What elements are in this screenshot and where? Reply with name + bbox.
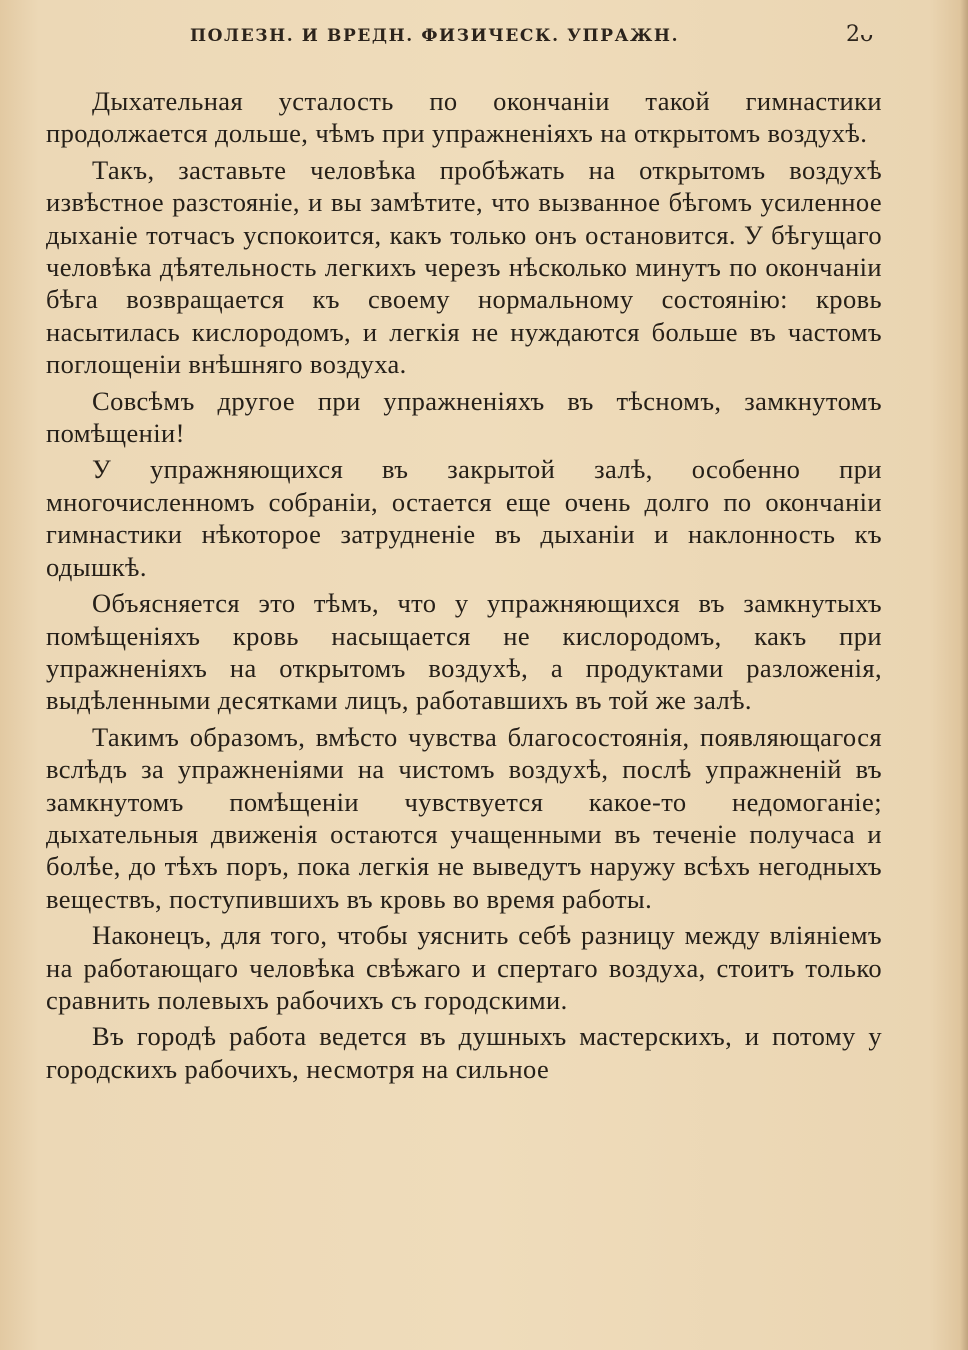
- paragraph: У упражняющихся въ закрытой залѣ, особенно при многочисленномъ собраніи, остается еще очень долго по окончаніи гимнастики нѣкоторое затрудненіе въ дыханіи и наклонность къ одышкѣ.: [46, 454, 882, 582]
- page-number: 2ᴗ: [846, 22, 874, 47]
- paragraph: Наконецъ, для того, чтобы уяснить себѣ разницу между вліяніемъ на работающаго человѣка свѣжаго и спертаго воздуха, стоитъ только сравнить полевыхъ рабочихъ съ городскими.: [46, 920, 882, 1015]
- paragraph: Объясняется это тѣмъ, что у упражняющихся въ замкнутыхъ помѣщеніяхъ кровь насыщается не кислородомъ, какъ при упражненіяхъ на открытомъ воздухѣ, а продуктами разложенія, выдѣленными десятками лицъ, работавшихъ въ той же залѣ.: [46, 588, 882, 716]
- paragraph: Такъ, заставьте человѣка пробѣжать на открытомъ воздухѣ извѣстное разстояніе, и вы замѣтите, что вызванное бѣгомъ усиленное дыханіе тотчасъ успокоится, какъ только онъ остановится. У бѣгущаго человѣка дѣятельность легкихъ черезъ нѣсколько минутъ по окончаніи бѣга возвращается къ своему нормальному состоянію: кровь насытилась кислородомъ, и легкія не нуждаются больше въ частомъ поглощеніи внѣшняго воздуха.: [46, 154, 882, 380]
- paragraph: Такимъ образомъ, вмѣсто чувства благосостоянія, появляющагося вслѣдъ за упражненіями на чистомъ воздухѣ, послѣ упражненій въ замкнутомъ помѣщеніи чувствуется какое-то недомоганіе; дыхательныя движенія остаются учащенными въ теченіе получаса и болѣе, до тѣхъ поръ, пока легкія не выведутъ наружу всѣхъ негодныхъ веществъ, поступившихъ въ кровь во время работы.: [46, 721, 882, 914]
- paragraph: Совсѣмъ другое при упражненіяхъ въ тѣсномъ, замкнутомъ помѣщеніи!: [46, 385, 882, 449]
- paragraph: Дыхательная усталость по окончаніи такой гимнастики продолжается дольше, чѣмъ при упражненіяхъ на открытомъ воздухѣ.: [46, 86, 882, 149]
- body-text: [46, 85, 882, 1089]
- page-edge-shadow: [960, 0, 968, 1350]
- running-header: ПОЛЕЗН. И ВРЕДН. ФИЗИЧЕСК. УПРАЖН.: [190, 26, 680, 46]
- paragraph: Въ городѣ работа ведется въ душныхъ мастерскихъ, и потому у городскихъ рабочихъ, несмотря на сильное: [46, 1021, 882, 1084]
